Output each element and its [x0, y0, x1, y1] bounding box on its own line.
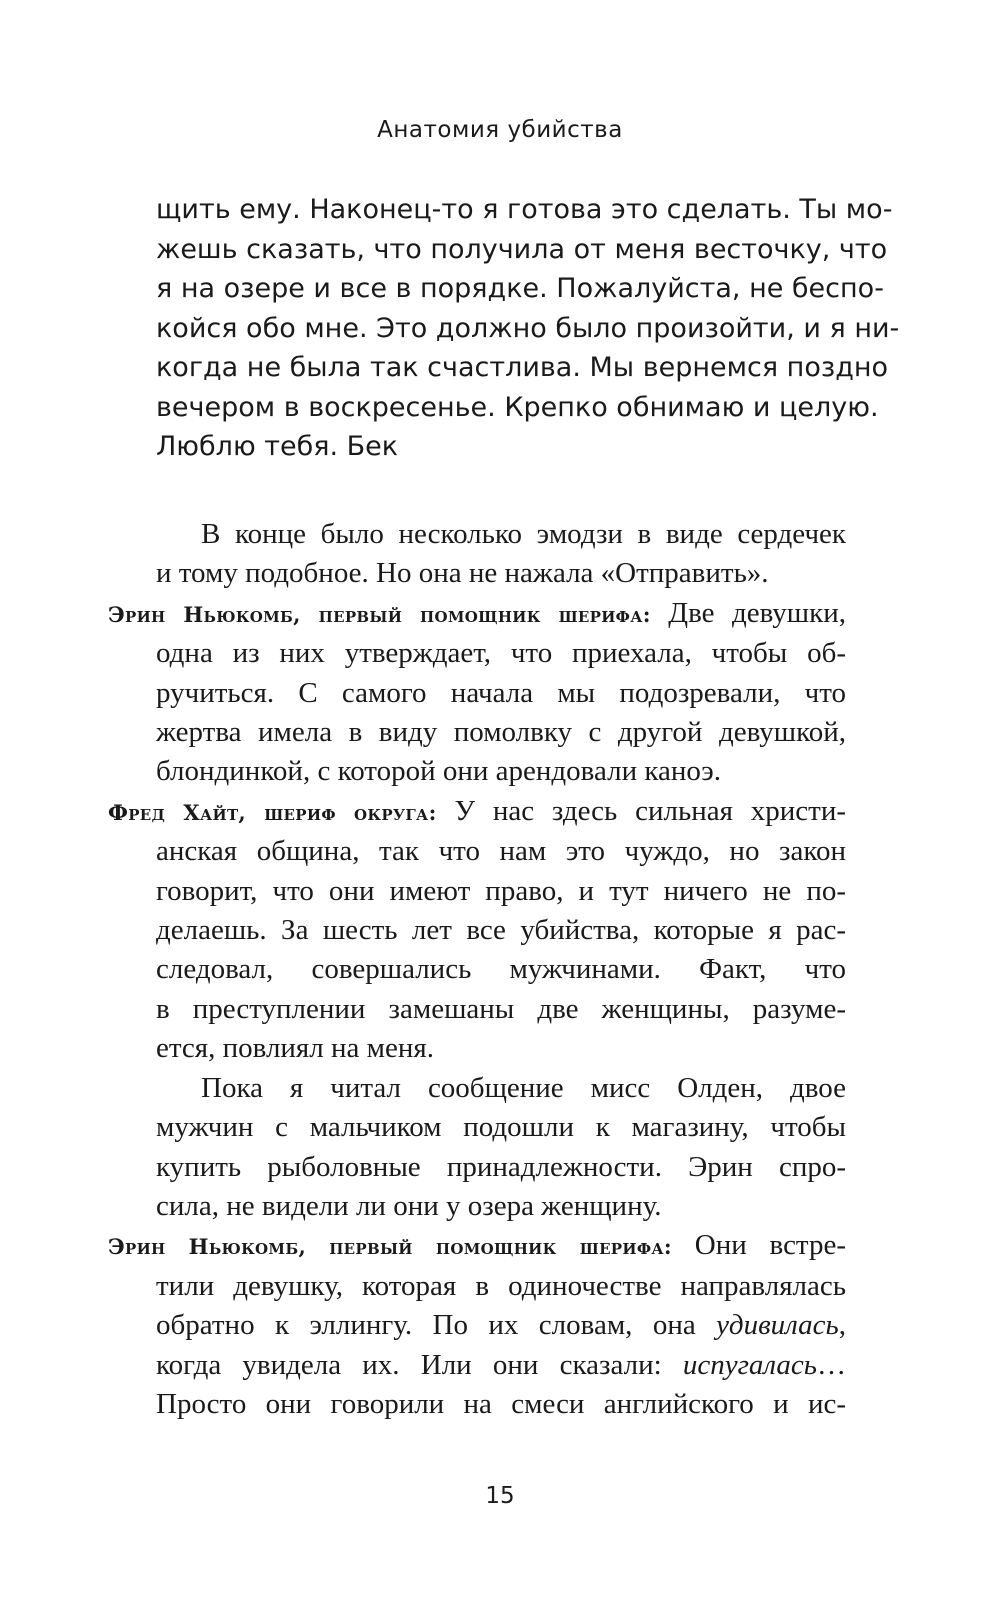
paragraph-line: купить рыболовные принадлежности. Эрин спро- — [156, 1150, 846, 1183]
testimony-line: тили девушку, которая в одиночестве направлялась — [156, 1269, 846, 1302]
paragraph-line: В конце было несколько эмодзи в виде сердечек — [201, 518, 846, 550]
testimony-text: У нас здесь сильная христи- — [454, 794, 846, 827]
testimony-line: одна из них утверждает, что приехала, чтобы об- — [156, 637, 846, 670]
paragraph-line: Пока я читал сообщение мисс Олден, двое — [201, 1071, 846, 1104]
speaker-label: Эрин Ньюкомб, первый помощник шерифа: — [108, 601, 651, 627]
testimony-text: … — [817, 1348, 846, 1381]
testimony-line: Просто они говорили на смеси английского и ис- — [156, 1387, 846, 1420]
testimony-line: ется, повлиял на меня. — [156, 1032, 434, 1065]
testimony-line: делаешь. За шесть лет все убийства, которые я рас- — [156, 914, 846, 947]
text-message-block — [156, 190, 900, 467]
message-line: щить ему. Наконец-то я готова это сделать. Ты мо- — [156, 194, 893, 225]
page-number: 15 — [485, 1483, 515, 1509]
message-line: жешь сказать, что получила от меня весточку, что — [156, 233, 888, 265]
emphasis-text: испугалась — [682, 1348, 817, 1381]
testimony-line: блондинкой, с которой они арендовали каноэ. — [156, 755, 721, 788]
message-line: я на озере и все в порядке. Пожалуйста, не беспо- — [156, 273, 884, 304]
running-title: Анатомия убийства — [377, 117, 623, 143]
testimony-line: анская община, так что нам это чуждо, но закон — [156, 835, 846, 868]
testimony-text: , — [838, 1309, 846, 1342]
testimony-text: Они встре- — [694, 1229, 846, 1262]
message-line: вечером в воскресенье. Крепко обнимаю и целую. — [156, 391, 879, 423]
paragraph-line: сила, не видели ли они у озера женщину. — [156, 1189, 662, 1222]
testimony-text: обратно к эллингу. По их словам, она — [156, 1309, 717, 1342]
testimony-line: следовал, совершались мужчинами. Факт, что — [156, 953, 846, 986]
message-line-signature: Люблю тебя. Бек — [156, 431, 399, 462]
body-text — [108, 515, 846, 1424]
testimony-text: Две девушки, — [668, 596, 846, 629]
testimony-line: говорит, что они имеют право, и тут ничего не по- — [156, 874, 846, 907]
testimony-first-line — [108, 1226, 846, 1266]
testimony-line: в преступлении замешаны две женщины, разуме- — [156, 992, 846, 1025]
emphasis-text: удивилась — [716, 1309, 839, 1342]
testimony-text: когда увидела их. Или они сказали: — [156, 1348, 683, 1381]
testimony-first-line — [108, 792, 846, 832]
speaker-label: Эрин Ньюкомб, первый помощник шерифа: — [108, 1234, 672, 1260]
testimony-line — [156, 1346, 846, 1385]
message-line: когда не была так счастлива. Мы вернемся поздно — [156, 352, 889, 383]
testimony-line: ручиться. С самого начала мы подозревали, что — [156, 676, 846, 709]
speaker-label: Фред Хайт, шериф округа: — [108, 799, 437, 825]
paragraph-line: мужчин с мальчиком подошли к магазину, чтобы — [156, 1111, 846, 1144]
testimony-line — [156, 1306, 846, 1345]
paragraph-line: и тому подобное. Но она не нажала «Отправить». — [156, 557, 769, 590]
testimony-first-line — [108, 594, 846, 634]
message-line: койся обо мне. Это должно было произойти, и я ни- — [156, 312, 900, 344]
testimony-line: жертва имела в виду помолвку с другой девушкой, — [156, 716, 846, 749]
